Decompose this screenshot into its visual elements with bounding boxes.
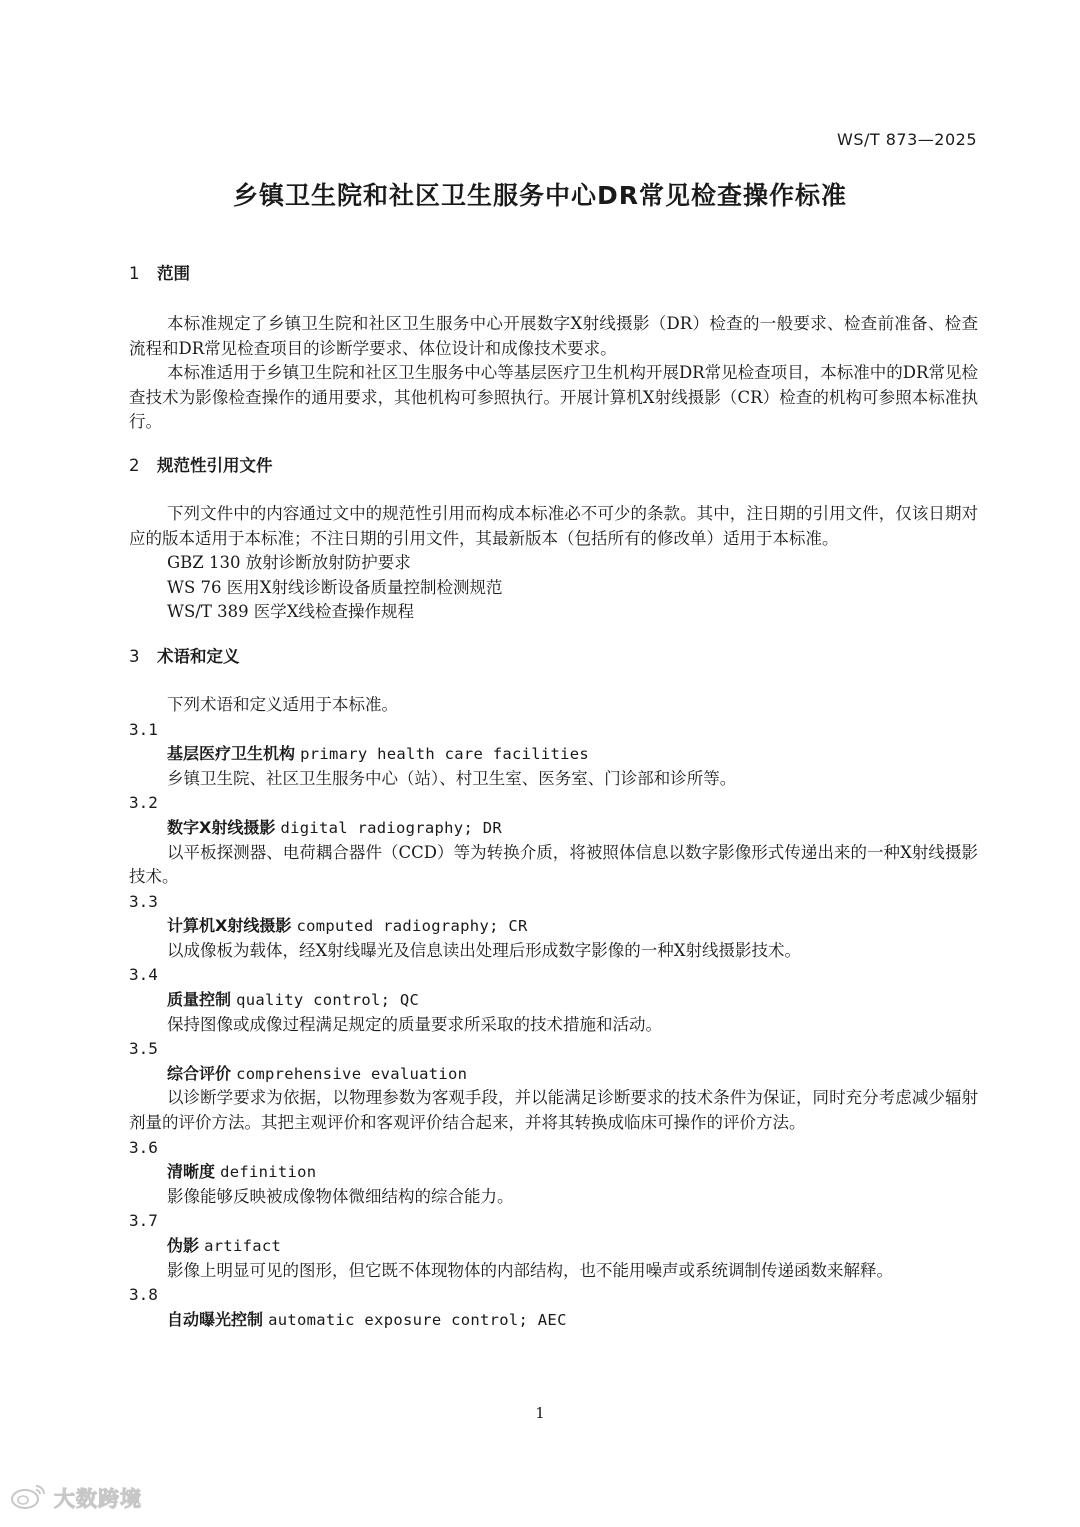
- term-definition: 影像能够反映被成像物体微细结构的综合能力。: [167, 1186, 514, 1206]
- term-number: 3.6: [129, 1137, 158, 1157]
- section-title: 范围: [157, 264, 190, 283]
- paragraph: 本标准规定了乡镇卫生院和社区卫生服务中心开展数字X射线摄影（DR）检查的一般要求、检查前准备、检查流程和DR常见检查项目的诊断学要求、体位设计和成像技术要求。: [129, 314, 978, 358]
- term-en: primary health care facilities: [300, 745, 590, 764]
- term-zh: 数字X射线摄影: [167, 817, 276, 837]
- term-zh: 综合评价: [167, 1063, 232, 1083]
- term-definition: 乡镇卫生院、社区卫生服务中心（站）、村卫生室、医务室、门诊部和诊所等。: [167, 768, 737, 788]
- reference-item: GBZ 130 放射诊断放射防护要求: [167, 553, 411, 573]
- term-en: digital radiography; DR: [280, 818, 502, 837]
- term-name: [129, 1234, 978, 1259]
- term-zh: 伪影: [167, 1236, 200, 1255]
- term-number: 3.8: [129, 1285, 158, 1305]
- term-zh: 基层医疗卫生机构: [167, 744, 296, 764]
- term-entry: [129, 791, 978, 889]
- term-name: [129, 1062, 978, 1087]
- term-name: [129, 1160, 978, 1185]
- term-entry: [129, 1037, 978, 1135]
- term-zh: 质量控制: [167, 990, 232, 1010]
- term-name: [129, 914, 978, 939]
- term-number: 3.5: [129, 1039, 158, 1059]
- term-en: definition: [220, 1163, 317, 1182]
- term-definition: 以平板探测器、电荷耦合器件（CCD）等为转换介质，将被照体信息以数字影像形式传递出来的一种X射线摄影技术。: [129, 842, 978, 887]
- term-number: 3.4: [129, 965, 158, 985]
- term-number: 3.1: [129, 719, 158, 739]
- watermark-text: 大数跨境: [54, 1487, 142, 1511]
- term-entry: [129, 718, 978, 792]
- term-zh: 计算机X射线摄影: [167, 916, 292, 936]
- section-number: 3: [129, 646, 140, 666]
- term-entry: [129, 963, 978, 1037]
- term-name: [129, 816, 978, 841]
- term-entry: [129, 890, 978, 964]
- section-number: 2: [129, 455, 140, 475]
- term-name: [129, 988, 978, 1013]
- term-number: 3.2: [129, 793, 158, 813]
- term-entry: [129, 1209, 978, 1283]
- standard-code: WS/T 873—2025: [837, 130, 977, 149]
- term-en: comprehensive evaluation: [236, 1064, 468, 1083]
- section-heading-terms: [129, 645, 978, 669]
- document-body: [129, 262, 978, 1332]
- term-definition: 以诊断学要求为依据，以物理参数为客观手段，并以能满足诊断要求的技术条件为保证，同时充分考虑减少辐射剂量的评价方法。其把主观评价和客观评价结合起来，并将其转换成临床可操作的评价方法。: [129, 1088, 978, 1133]
- term-name: [129, 1308, 978, 1333]
- term-en: artifact: [204, 1237, 282, 1255]
- watermark: [8, 1478, 142, 1518]
- term-zh: 清晰度: [167, 1162, 216, 1182]
- weibo-logo-icon: [8, 1482, 48, 1514]
- document-title: 乡镇卫生院和社区卫生服务中心DR常见检查操作标准: [232, 181, 847, 210]
- term-en: quality control; QC: [236, 991, 420, 1010]
- page-number: 1: [535, 1404, 545, 1422]
- term-en: automatic exposure control; AEC: [268, 1310, 567, 1329]
- term-definition: 以成像板为载体，经X射线曝光及信息读出处理后形成数字影像的一种X射线摄影技术。: [167, 940, 801, 960]
- term-definition: 保持图像或成像过程满足规定的质量要求所采取的技术措施和活动。: [167, 1014, 662, 1034]
- section-heading-normative-references: [129, 454, 978, 478]
- section-heading-scope: [129, 262, 978, 286]
- term-number: 3.3: [129, 891, 158, 911]
- term-entry: [129, 1136, 978, 1210]
- term-definition: 影像上明显可见的图形，但它既不体现物体的内部结构，也不能用噪声或系统调制传递函数来解释。: [167, 1260, 893, 1280]
- section-title: 规范性引用文件: [157, 455, 273, 475]
- term-entry: [129, 1283, 978, 1332]
- paragraph: 下列文件中的内容通过文中的规范性引用而构成本标准必不可少的条款。其中，注日期的引用文件，仅该日期对应的版本适用于本标准；不注日期的引用文件，其最新版本（包括所有的修改单）适用于本标准。: [129, 503, 978, 548]
- section-number: 1: [129, 264, 140, 283]
- term-number: 3.7: [129, 1211, 158, 1231]
- term-zh: 自动曝光控制: [167, 1309, 264, 1329]
- paragraph: 本标准适用于乡镇卫生院和社区卫生服务中心等基层医疗卫生机构开展DR常见检查项目，本标准中的DR常见检查技术为影像检查操作的通用要求，其他机构可参照执行。开展计算机X射线摄影（CR）检查的机构可参照本标准执行。: [129, 363, 978, 432]
- section-title: 术语和定义: [157, 646, 240, 666]
- paragraph: 下列术语和定义适用于本标准。: [167, 694, 398, 714]
- term-name: [129, 742, 978, 767]
- term-en: computed radiography; CR: [296, 917, 528, 936]
- reference-item: WS/T 389 医学X线检查操作规程: [167, 602, 415, 622]
- reference-item: WS 76 医用X射线诊断设备质量控制检测规范: [167, 577, 503, 597]
